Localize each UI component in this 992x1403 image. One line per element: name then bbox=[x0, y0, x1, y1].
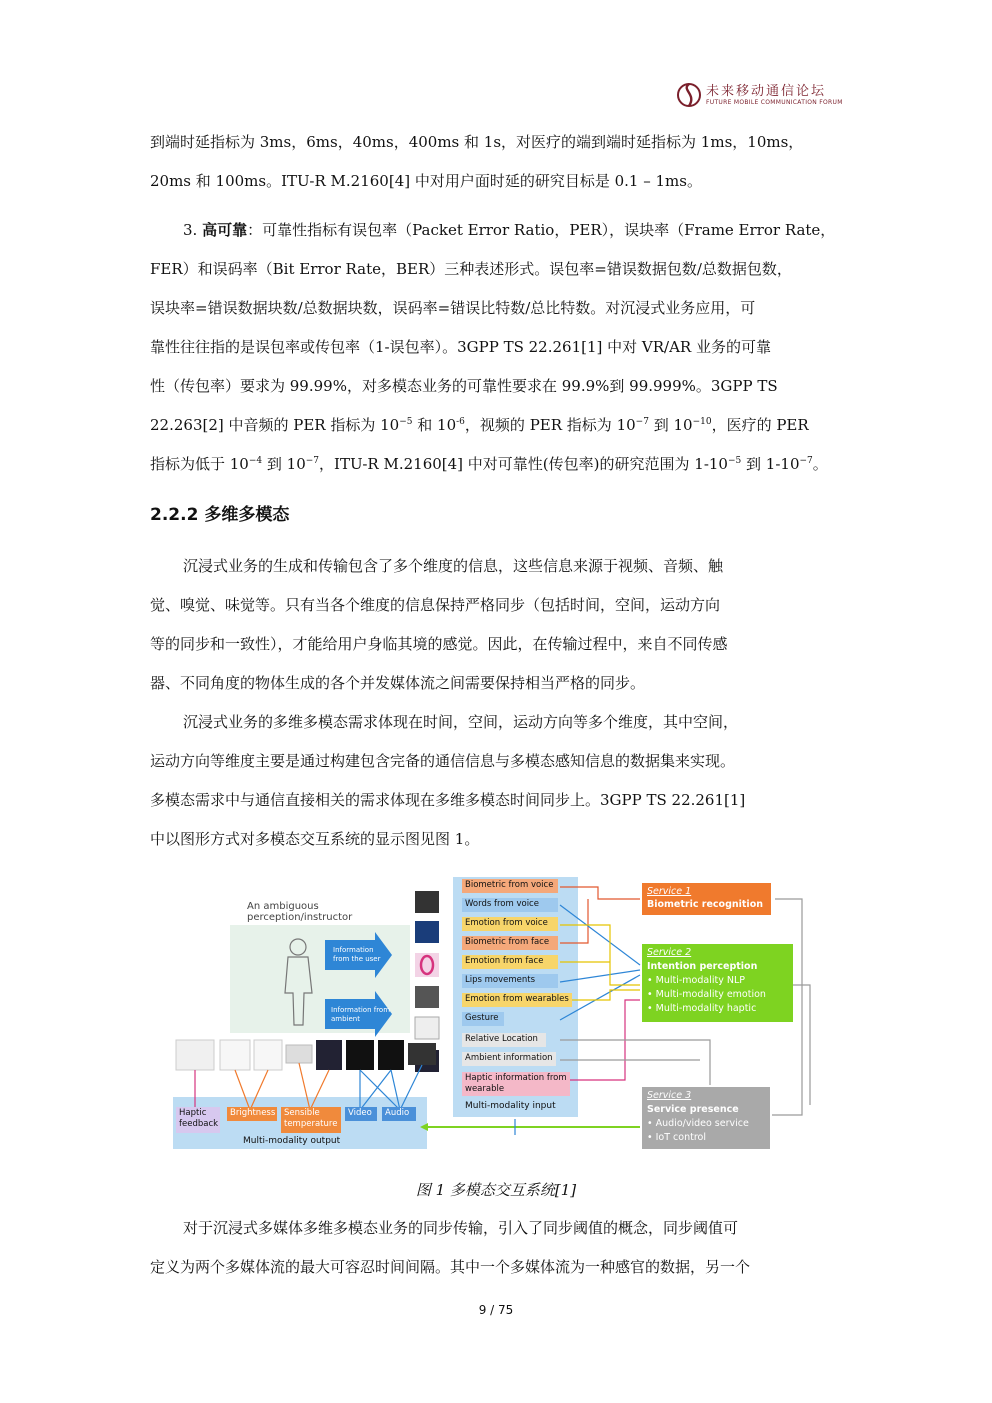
lamp-icon bbox=[220, 1040, 250, 1070]
multimodal-system-figure bbox=[170, 875, 820, 1155]
forum-logo-icon bbox=[676, 81, 702, 109]
service1-title: Biometric recognition bbox=[647, 899, 763, 910]
text-line: 觉、嗅觉、味觉等。只有当各个维度的信息保持严格同步（包括时间，空间，运动方向 bbox=[150, 596, 721, 614]
logo-chinese-name: 未来移动通信论坛 bbox=[706, 84, 827, 99]
ambiguous-label bbox=[244, 900, 355, 924]
service3-item-label: Audio/video service bbox=[655, 1118, 749, 1129]
input-item-label: Gesture bbox=[465, 1013, 499, 1023]
output-item bbox=[281, 1107, 341, 1133]
exponent: −5 bbox=[727, 456, 742, 466]
ambiguous-label-line: An ambiguous bbox=[247, 901, 319, 912]
output-item-label: Haptic feedback bbox=[179, 1108, 219, 1129]
text-line: 等的同步和一致性），才能给用户身临其境的感觉。因此，在传输过程中，来自不同传感 bbox=[150, 635, 728, 653]
service2-tag: Service 2 bbox=[647, 947, 692, 958]
input-item bbox=[462, 1033, 546, 1047]
service1-tag: Service 1 bbox=[647, 886, 692, 897]
output-item bbox=[345, 1107, 377, 1121]
service3-tag: Service 3 bbox=[647, 1090, 692, 1101]
text-line: 到端时延指标为 3ms，6ms，40ms，400ms 和 1s，对医疗的端到端时延指标为 1ms，10ms， bbox=[150, 133, 804, 151]
info-from-user-label bbox=[330, 945, 384, 965]
input-item bbox=[462, 936, 558, 950]
input-item-label: Emotion from voice bbox=[465, 918, 548, 928]
text-line: 沉浸式业务的生成和传输包含了多个维度的信息，这些信息来源于视频、音频、触 bbox=[183, 557, 724, 575]
microphone-icon bbox=[415, 891, 439, 913]
text-line: 性（传包率）要求为 99.99%，对多模态业务的可靠性要求在 99.9%到 99.999%。3GPP TS bbox=[150, 377, 778, 395]
input-item-label: Biometric from face bbox=[465, 937, 550, 947]
paragraph-reliability bbox=[150, 211, 844, 484]
exponent: -6 bbox=[456, 417, 465, 427]
service2-item: • Multi-modality emotion bbox=[647, 989, 766, 1000]
exponent: −7 bbox=[799, 456, 813, 466]
service2-item-label: Multi-modality emotion bbox=[655, 989, 766, 1000]
term-high-reliability: 高可靠 bbox=[202, 221, 248, 239]
service2-box bbox=[644, 945, 792, 1017]
input-item bbox=[462, 993, 572, 1007]
paragraph-multimodal-requirements bbox=[150, 703, 844, 859]
text-line: 定义为两个多媒体流的最大可容忍时间间隔。其中一个多媒体流为一种感官的数据，另一个 bbox=[150, 1258, 751, 1276]
info-from-ambient-label bbox=[328, 1005, 393, 1025]
text-span: 到 1-10 bbox=[741, 455, 800, 473]
exponent: −4 bbox=[248, 456, 263, 466]
text-line: 器、不同角度的物体生成的各个并发媒体流之间需要保持相当严格的同步。 bbox=[150, 674, 646, 692]
output-item bbox=[227, 1107, 277, 1121]
input-item-label: Relative Location bbox=[465, 1034, 538, 1044]
service3-title: Service presence bbox=[647, 1104, 739, 1115]
service1-box bbox=[644, 884, 769, 912]
output-panel-title: Multi-modality output bbox=[243, 1136, 341, 1146]
exponent: −7 bbox=[305, 456, 320, 466]
text-line: 20ms 和 100ms。ITU-R M.2160[4] 中对用户面时延的研究目标是 0.1 – 1ms。 bbox=[150, 172, 702, 190]
speaker-icon bbox=[378, 1040, 404, 1070]
text-line: 多模态需求中与通信直接相关的需求体现在多维多模态时间同步上。3GPP TS 22.261[1] bbox=[150, 791, 746, 809]
text-line: 沉浸式业务的多维多模态需求体现在时间，空间，运动方向等多个维度，其中空间， bbox=[183, 713, 739, 731]
text-span: 指标为低于 10 bbox=[150, 455, 249, 473]
service2-item-label: Multi-modality haptic bbox=[655, 1003, 757, 1014]
text-span: 。 bbox=[812, 455, 828, 473]
text-span: ，ITU-R M.2160[4] 中对可靠性(传包率)的研究范围为 1-10 bbox=[319, 455, 728, 473]
exponent: −10 bbox=[692, 417, 712, 427]
output-item-label: Video bbox=[348, 1108, 372, 1118]
service2-item: • Multi-modality haptic bbox=[647, 1003, 757, 1014]
text-line: 运动方向等维度主要是通过构建包含完备的通信信息与多模态感知信息的数据集来实现。 bbox=[150, 752, 736, 770]
input-item-label: Biometric from voice bbox=[465, 880, 554, 890]
info-ambient-line: ambient bbox=[331, 1015, 360, 1023]
input-item bbox=[462, 898, 558, 912]
exponent: −5 bbox=[399, 417, 413, 427]
input-item bbox=[462, 974, 558, 988]
input-item bbox=[462, 879, 558, 893]
output-item-label: Brightness bbox=[230, 1108, 276, 1118]
service3-item: • IoT control bbox=[647, 1132, 706, 1143]
logo-english-name: FUTURE MOBILE COMMUNICATION FORUM bbox=[706, 99, 843, 106]
light-icon bbox=[254, 1040, 282, 1070]
service3-box bbox=[644, 1088, 769, 1146]
text-line bbox=[150, 445, 844, 484]
list-number: 3. bbox=[183, 221, 203, 239]
input-item-label: Emotion from wearables bbox=[465, 994, 569, 1004]
paragraph-multimodal-intro bbox=[150, 547, 844, 703]
output-item-label: Sensible temperature bbox=[284, 1108, 338, 1129]
exponent: −7 bbox=[635, 417, 649, 427]
service3-item: • Audio/video service bbox=[647, 1118, 749, 1129]
section-heading: 2.2.2 多维多模态 bbox=[150, 505, 290, 525]
display-icon bbox=[408, 1043, 436, 1065]
text-line: 靠性往往指的是误包率或传包率（1-误包率）。3GPP TS 22.261[1] 中对 VR/AR 业务的可靠 bbox=[150, 338, 771, 356]
input-item-label: Lips movements bbox=[465, 975, 536, 985]
text-line: 对于沉浸式多媒体多维多模态业务的同步传输，引入了同步阈值的概念，同步阈值可 bbox=[183, 1219, 739, 1237]
text-span: 22.263[2] 中音频的 PER 指标为 10 bbox=[150, 416, 400, 434]
output-item-label: Audio bbox=[385, 1108, 410, 1118]
text-span: 到 10 bbox=[262, 455, 306, 473]
output-item bbox=[176, 1107, 220, 1133]
paragraph-latency bbox=[150, 123, 844, 201]
text-line bbox=[150, 406, 844, 445]
input-item bbox=[462, 917, 558, 931]
figure-caption: 图 1 多模态交互系统[1] bbox=[415, 1181, 577, 1199]
input-item-label: Emotion from face bbox=[465, 956, 544, 966]
heater-icon bbox=[316, 1040, 342, 1070]
input-item-label: Haptic information from wearable bbox=[465, 1073, 567, 1094]
text-span: ，视频的 PER 指标为 10 bbox=[464, 416, 636, 434]
ambient-sensor-icon bbox=[415, 1017, 439, 1039]
service2-title: Intention perception bbox=[647, 961, 758, 972]
ambiguous-label-line: perception/instructor bbox=[247, 912, 353, 923]
input-item bbox=[462, 955, 558, 969]
info-user-line: Information bbox=[333, 946, 374, 954]
info-ambient-line: Information from bbox=[331, 1006, 391, 1014]
text-line: FER）和误码率（Bit Error Rate，BER）三种表述形式。误包率=错误数据包数/总数据包数， bbox=[150, 260, 792, 278]
speaker-icon bbox=[346, 1040, 374, 1070]
paragraph-sync-threshold bbox=[150, 1209, 844, 1287]
service3-item-label: IoT control bbox=[655, 1132, 706, 1143]
air-conditioner-icon bbox=[286, 1045, 312, 1063]
text-line bbox=[150, 211, 844, 250]
input-item bbox=[462, 1012, 504, 1026]
output-item bbox=[382, 1107, 416, 1121]
text-span: ：可靠性指标有误包率（Packet Error Ratio，PER），误块率（Frame Error Rate， bbox=[247, 221, 836, 239]
service2-item-label: Multi-modality NLP bbox=[655, 975, 745, 986]
text-span: 到 10 bbox=[648, 416, 693, 434]
text-line: 中以图形方式对多模态交互系统的显示图见图 1。 bbox=[150, 830, 480, 848]
info-user-line: from the user bbox=[333, 955, 381, 963]
input-item bbox=[462, 1072, 570, 1096]
input-panel-title: Multi-modality input bbox=[465, 1101, 556, 1111]
service2-item: • Multi-modality NLP bbox=[647, 975, 745, 986]
input-item-label: Words from voice bbox=[465, 899, 539, 909]
input-item-label: Ambient information bbox=[465, 1053, 553, 1063]
robot-arm-icon bbox=[176, 1040, 214, 1070]
forum-logo bbox=[676, 78, 846, 114]
sensor-icon bbox=[415, 986, 439, 1008]
text-span: 和 10 bbox=[412, 416, 457, 434]
text-span: ，医疗的 PER bbox=[711, 416, 809, 434]
text-line: 误块率=错误数据块数/总数据块数，误码率=错误比特数/总比特数。对沉浸式业务应用，可 bbox=[150, 299, 756, 317]
page-number: 9 / 75 bbox=[478, 1303, 514, 1317]
camera-icon bbox=[415, 921, 439, 943]
input-item bbox=[462, 1052, 556, 1066]
